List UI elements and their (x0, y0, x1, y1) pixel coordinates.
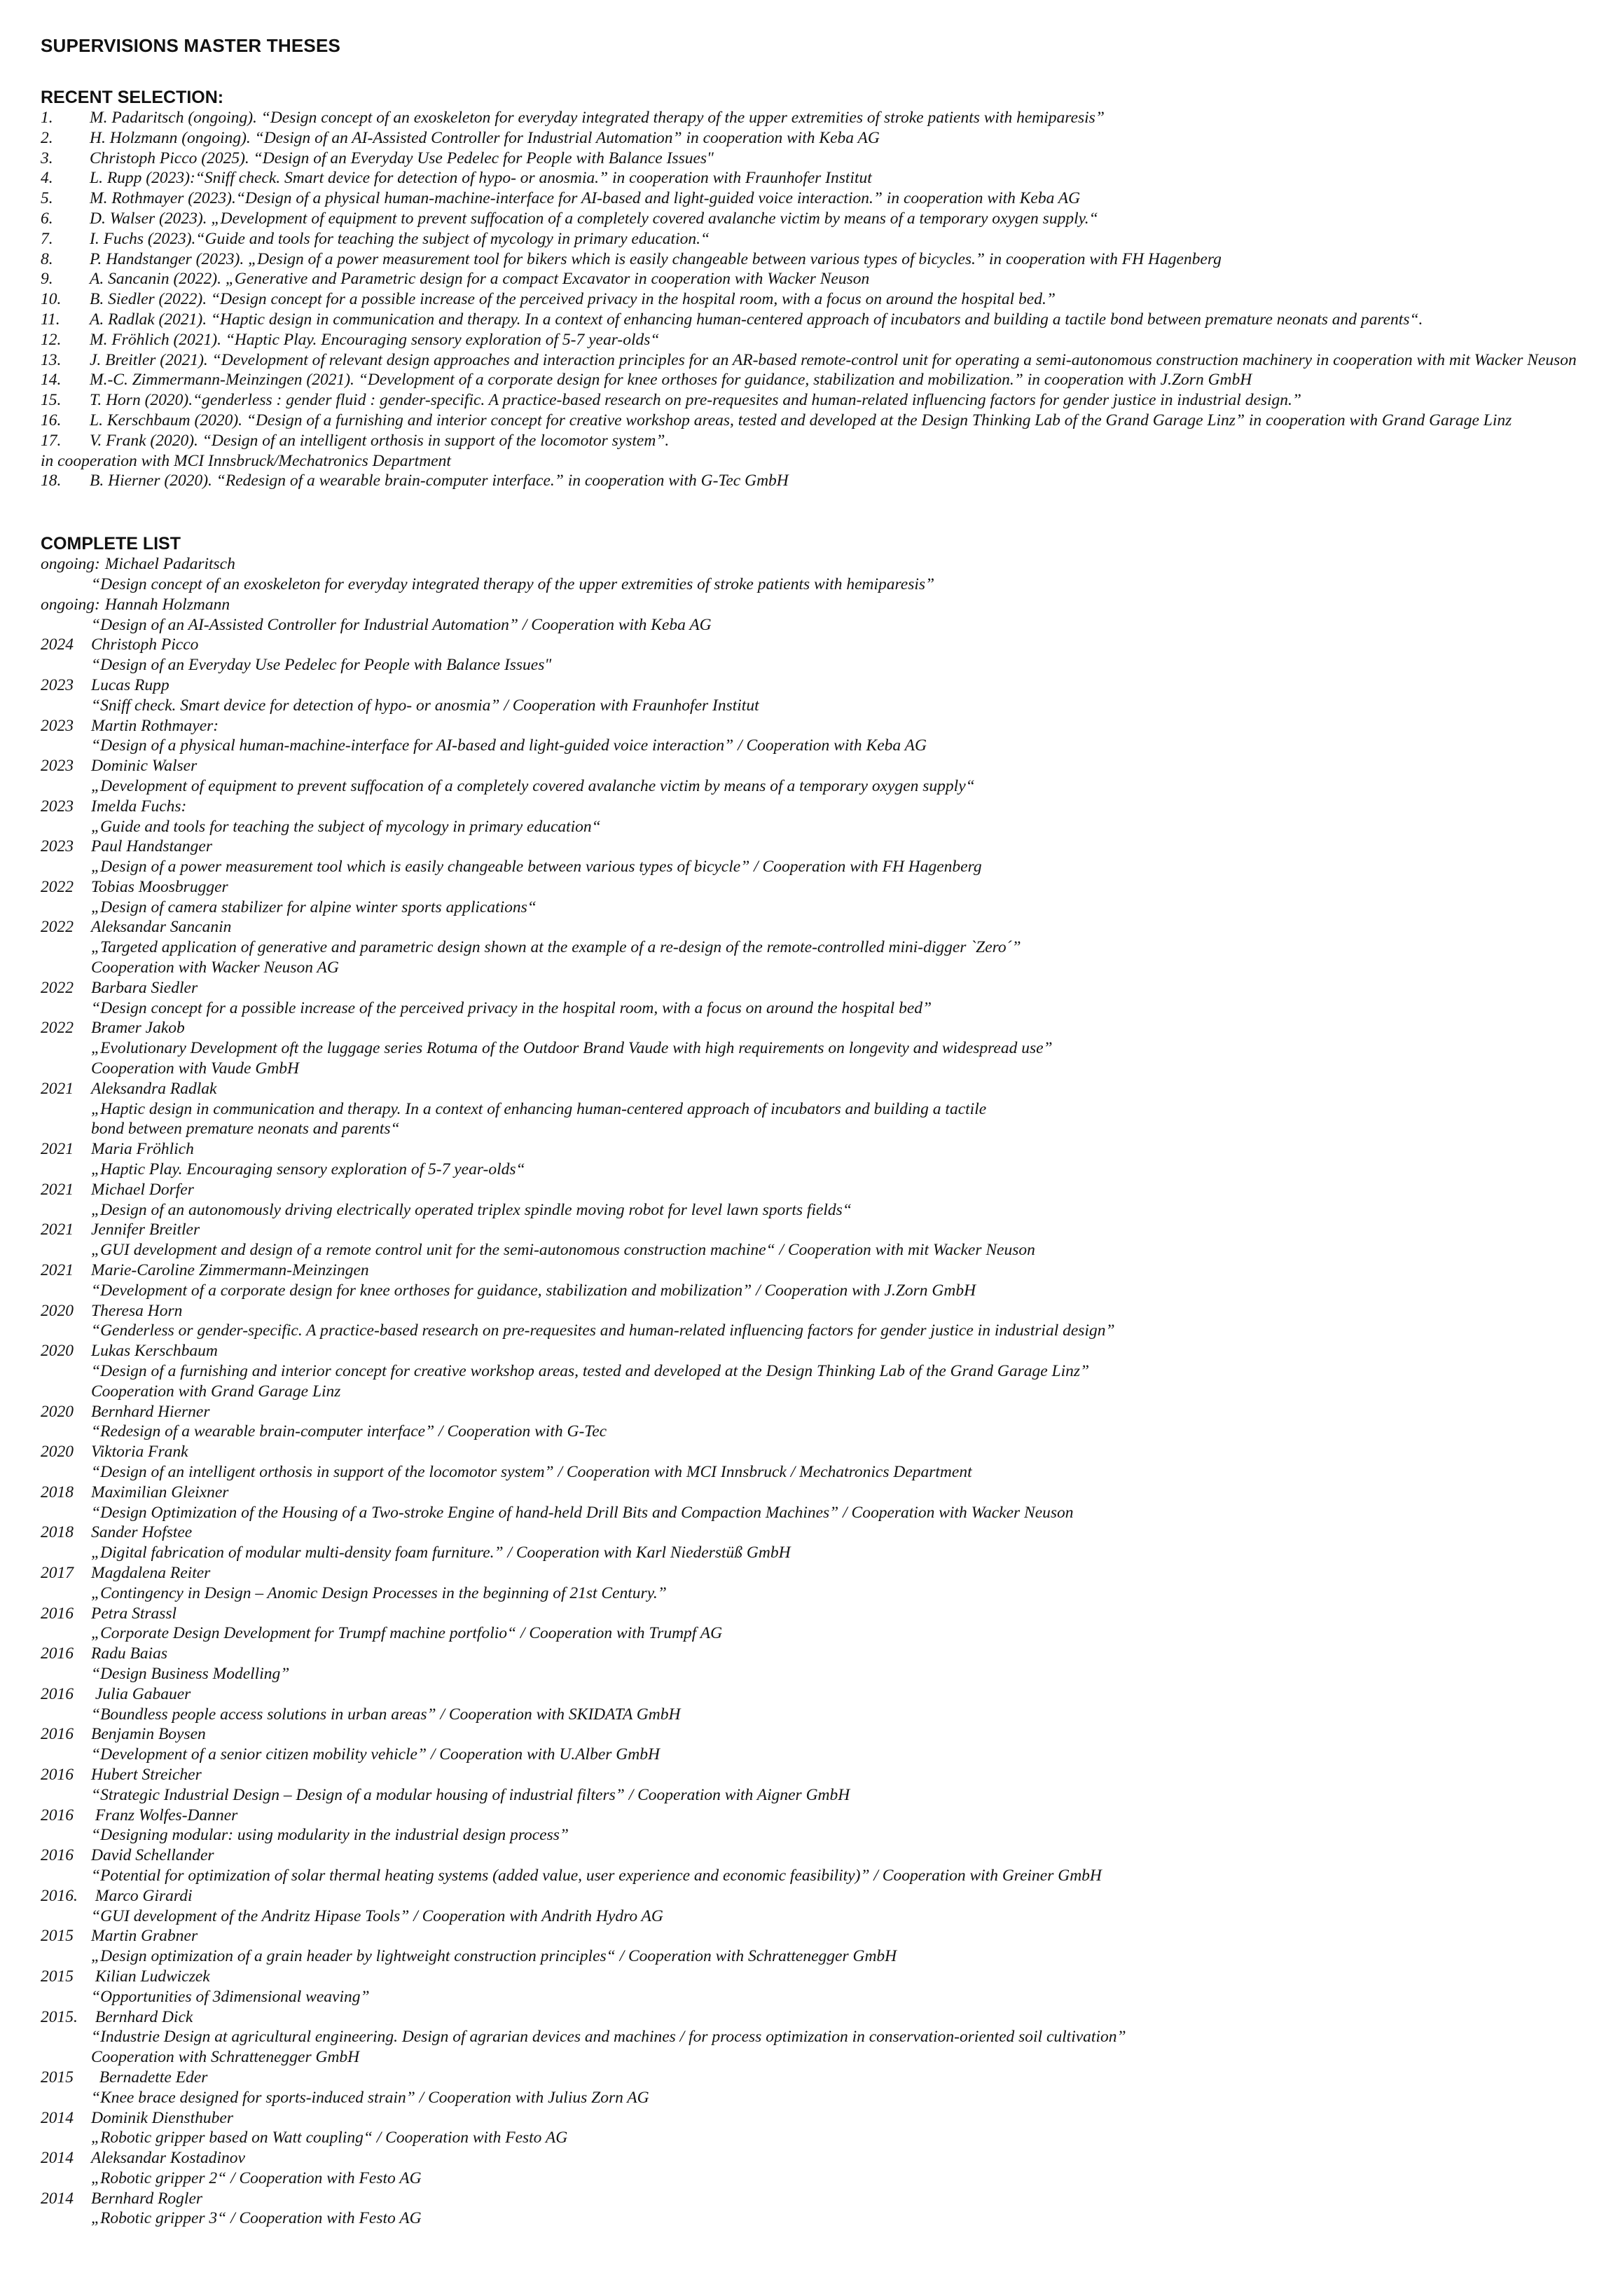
recent-item-text: V. Frank (2020). “Design of an intelligent orthosis in support of the locomotor system”. (90, 431, 670, 450)
entry-description: “Design of a physical human-machine-interface for AI-based and light-guided voice interaction” / Cooperation with Keba AG (91, 736, 927, 755)
page-title: SUPERVISIONS MASTER THESES (41, 35, 341, 56)
entry-year: 2016. (41, 1886, 78, 1905)
recent-item-number: 4. (41, 169, 53, 188)
entry-description: „Corporate Design Development for Trumpf machine portfolio“ / Cooperation with Trumpf AG (91, 1624, 723, 1643)
recent-item-text: I. Fuchs (2023).“Guide and tools for teaching the subject of mycology in primary education.“ (90, 229, 710, 248)
entry-header (41, 1886, 1603, 1906)
entry-year: 2022 (41, 918, 74, 937)
recent-item-text: P. Handstanger (2023). „Design of a power measurement tool for bikers which is easily changeable between various types of bicycles.” in cooperation with FH Hagenberg (90, 249, 1222, 268)
recent-item-text: M. Fröhlich (2021). “Haptic Play. Encouraging sensory exploration of 5-7 year-olds“ (90, 330, 660, 349)
recent-item-number: 15. (41, 391, 62, 410)
entry-name: Hubert Streicher (91, 1765, 202, 1784)
entry-description: „Evolutionary Development oft the luggage series Rotuma of the Outdoor Brand Vaude with high requirements on longevity and widespread use” (91, 1039, 1053, 1058)
recent-item (41, 471, 1603, 491)
page-content (41, 34, 1603, 2229)
entry-header (41, 1079, 1603, 1099)
entry-description: „Development of equipment to prevent suffocation of a completely covered avalanche victim by means of a temporary oxygen supply“ (91, 776, 975, 795)
entry-name: Radu Baias (91, 1644, 168, 1663)
entry-header (41, 797, 1603, 817)
entry-name: Michael Padaritsch (104, 555, 235, 574)
recent-item-number: 12. (41, 330, 62, 349)
entry-year: 2015 (41, 1967, 74, 1986)
entry-header (41, 1765, 1603, 1785)
recent-item (41, 249, 1603, 270)
recent-item (41, 350, 1603, 371)
entry-description: „Digital fabrication of modular multi-density foam furniture.” / Cooperation with Karl Niederstüß GmbH (91, 1544, 791, 1562)
recent-item (41, 269, 1603, 289)
entry-year: 2020 (41, 1402, 74, 1421)
entry-name: Aleksandar Kostadinov (91, 2149, 245, 2168)
entry-name: Maria Fröhlich (91, 1140, 194, 1159)
entry-description: „Design of a power measurement tool which is easily changeable between various types of bicycle” / Cooperation with FH Hagenberg (91, 858, 982, 877)
entry-description: bond between premature neonats and parents“ (91, 1120, 400, 1139)
recent-item (41, 289, 1603, 310)
entry-year: ongoing: (41, 595, 100, 614)
entry-year: 2017 (41, 1563, 74, 1582)
entry-year: 2020 (41, 1301, 74, 1320)
entry-year: 2016 (41, 1846, 74, 1865)
recent-item (41, 229, 1603, 249)
entry-header (41, 554, 1603, 575)
recent-item (41, 128, 1603, 149)
entry-header (41, 2007, 1603, 2028)
entry-name: Marco Girardi (91, 1886, 193, 1905)
entry-year: 2022 (41, 978, 74, 997)
entry-header (41, 1604, 1603, 1624)
entry-name: Magdalena Reiter (91, 1563, 211, 1582)
entry-description: “Potential for optimization of solar thermal heating systems (added value, user experience and economic feasibility)” / Cooperation with Greiner GmbH (91, 1866, 1102, 1885)
entry-header (41, 1644, 1603, 1664)
entry-name: Dominic Walser (91, 757, 198, 776)
entry-description: “Designing modular: using modularity in the industrial design process” (91, 1826, 569, 1845)
entry-year: 2016 (41, 1604, 74, 1623)
recent-item-number: 1. (41, 109, 53, 127)
entry-header (41, 675, 1603, 696)
entry-description: “Design concept of an exoskeleton for everyday integrated therapy of the upper extremities of stroke patients with hemiparesis” (91, 575, 935, 593)
entry-name: Aleksandra Radlak (91, 1079, 217, 1098)
recent-item-number: 7. (41, 229, 53, 248)
entry-description: “Opportunities of 3dimensional weaving” (91, 1987, 370, 2006)
entry-description: “Genderless or gender-specific. A practice-based research on pre-requesites and human-related influencing factors for gender justice in industrial design” (91, 1321, 1115, 1340)
entry-year: 2015 (41, 1927, 74, 1946)
entry-description: “Design of an intelligent orthosis in support of the locomotor system” / Cooperation with MCI Innsbruck / Mechatronics Department (91, 1463, 972, 1481)
recent-item (41, 390, 1603, 411)
entry-year: 2024 (41, 635, 74, 654)
entry-name: Bernhard Rogler (91, 2189, 203, 2208)
entry-description: “Redesign of a wearable brain-computer interface” / Cooperation with G-Tec (91, 1422, 607, 1441)
entry-description: „Robotic gripper based on Watt coupling“ / Cooperation with Festo AG (91, 2129, 568, 2147)
entry-description: „Design optimization of a grain header by lightweight construction principles“ / Cooperation with Schrattenegger GmbH (91, 1947, 897, 1966)
entry-name: Michael Dorfer (91, 1180, 194, 1199)
recent-item-text: B. Hierner (2020). “Redesign of a wearable brain-computer interface.” in cooperation with G-Tec GmbH (90, 472, 789, 490)
entry-description: „Haptic Play. Encouraging sensory exploration of 5-7 year-olds“ (91, 1160, 525, 1179)
entry-description: “Sniff check. Smart device for detection of hypo- or anosmia” / Cooperation with Fraunhofer Institut (91, 696, 759, 715)
entry-name: Benjamin Boysen (91, 1725, 206, 1744)
entry-year: 2021 (41, 1221, 74, 1239)
recent-item-number: 13. (41, 350, 62, 369)
entry-year: 2023 (41, 797, 74, 816)
entry-header (41, 1845, 1603, 1866)
entry-header (41, 1139, 1603, 1160)
entry-description: Cooperation with Schrattenegger GmbH (91, 2048, 360, 2067)
recent-item-number: 5. (41, 189, 53, 208)
entry-description: Cooperation with Wacker Neuson AG (91, 958, 339, 977)
entry-header (41, 917, 1603, 937)
entry-year: 2020 (41, 1342, 74, 1361)
entry-year: 2022 (41, 877, 74, 896)
recent-item-text: J. Breitler (2021). “Development of relevant design approaches and interaction principles for an AR-based remote-control unit for operating a semi-autonomous construction machinery in cooperation with mit Wacker Neuson (90, 350, 1577, 369)
entry-year: 2016 (41, 1765, 74, 1784)
entry-header (41, 1806, 1603, 1826)
entry-description: Cooperation with Vaude GmbH (91, 1059, 300, 1078)
recent-item-number: 6. (41, 209, 53, 228)
entry-header (41, 2108, 1603, 2129)
recent-item-text: A. Radlak (2021). “Haptic design in communication and therapy. In a context of enhancing human-centered approach of incubators and building a tactile bond between premature neonats and parents“. (90, 310, 1423, 329)
entry-name: Petra Strassl (91, 1604, 177, 1623)
recent-item (41, 149, 1603, 169)
entry-name: Martin Grabner (91, 1927, 198, 1946)
entry-year: 2018 (41, 1523, 74, 1542)
entry-year: 2023 (41, 757, 74, 776)
recent-item-text: A. Sancanin (2022). „Generative and Parametric design for a compact Excavator in cooperation with Wacker Neuson (90, 270, 870, 289)
entry-year: 2020 (41, 1443, 74, 1462)
entry-year: 2016 (41, 1684, 74, 1703)
entry-header (41, 2068, 1603, 2088)
section-spacer (41, 491, 1603, 533)
recent-item-text: Christoph Picco (2025). “Design of an Everyday Use Pedelec for People with Balance Issues" (90, 149, 714, 167)
recent-item (41, 209, 1603, 229)
recent-item-number: 8. (41, 249, 53, 268)
entry-description: “Design of an AI-Assisted Controller for Industrial Automation” / Cooperation with Keba AG (91, 615, 712, 634)
entry-description: “Development of a corporate design for knee orthoses for guidance, stabilization and mobilization” / Cooperation with J.Zorn GmbH (91, 1281, 976, 1300)
entry-name: Christoph Picco (91, 635, 199, 654)
complete-list-heading: COMPLETE LIST (41, 534, 181, 554)
entry-name: Barbara Siedler (91, 978, 198, 997)
entry-description: “Design of an Everyday Use Pedelec for People with Balance Issues" (91, 656, 552, 675)
entry-header (41, 1563, 1603, 1583)
entry-name: David Schellander (91, 1846, 214, 1865)
entry-description: „Robotic gripper 3“ / Cooperation with Festo AG (91, 2209, 422, 2228)
entry-description: „Design of an autonomously driving electrically operated triplex spindle moving robot for level lawn sports fields“ (91, 1200, 852, 1219)
entry-header (41, 1684, 1603, 1705)
entry-year: 2016 (41, 1725, 74, 1744)
recent-item-text: D. Walser (2023). „Development of equipment to prevent suffocation of a completely covered avalanche victim by means of a temporary oxygen supply.“ (90, 209, 1098, 228)
entry-year: 2021 (41, 1140, 74, 1159)
entry-header (41, 1180, 1603, 1200)
recent-item-text: H. Holzmann (ongoing). “Design of an AI-Assisted Controller for Industrial Automation” in cooperation with Keba AG (90, 128, 880, 147)
entry-description: “Design Optimization of the Housing of a Two-stroke Engine of hand-held Drill Bits and Compaction Machines” / Cooperation with Wacker Neuson (91, 1503, 1074, 1522)
entry-header (41, 1522, 1603, 1543)
entry-header (41, 716, 1603, 736)
entry-name: Hannah Holzmann (104, 595, 230, 614)
entry-description: “GUI development of the Andritz Hipase Tools” / Cooperation with Andrith Hydro AG (91, 1906, 663, 1925)
recent-item-text: L. Kerschbaum (2020). “Design of a furnishing and interior concept for creative workshop areas, tested and developed at the Design Thinking Lab of the Grand Garage Linz” in cooperation with Grand Garage Linz (90, 411, 1512, 429)
entry-name: Viktoria Frank (91, 1443, 188, 1462)
entry-description: „GUI development and design of a remote control unit for the semi-autonomous construction machine“ / Cooperation with mit Wacker Neuson (91, 1241, 1035, 1260)
recent-item (41, 188, 1603, 209)
entry-name: Bernadette Eder (91, 2068, 208, 2087)
recent-item-text: M. Padaritsch (ongoing). “Design concept of an exoskeleton for everyday integrated therapy of the upper extremities of stroke patients with hemiparesis” (90, 109, 1105, 127)
entry-name: Bernhard Dick (91, 2007, 193, 2026)
entry-year: 2015. (41, 2007, 78, 2026)
recent-item-continuation: in cooperation with MCI Innsbruck/Mechatronics Department (41, 451, 451, 470)
entry-description: “Strategic Industrial Design – Design of a modular housing of industrial filters” / Cooperation with Aigner GmbH (91, 1785, 850, 1804)
entry-header (41, 1260, 1603, 1281)
entry-name: Lukas Kerschbaum (91, 1342, 218, 1361)
entry-name: Maximilian Gleixner (91, 1483, 229, 1501)
complete-list (41, 554, 1603, 2229)
entry-description: „Targeted application of generative and parametric design shown at the example of a re-design of the remote-controlled mini-digger `Zero´” (91, 938, 1021, 957)
entry-name: Sander Hofstee (91, 1523, 193, 1542)
recent-item (41, 168, 1603, 188)
entry-name: Bramer Jakob (91, 1019, 185, 1038)
recent-item (41, 431, 1603, 451)
entry-header (41, 1301, 1603, 1321)
entry-name: Bernhard Hierner (91, 1402, 210, 1421)
entry-name: Lucas Rupp (91, 675, 170, 694)
entry-year: 2023 (41, 716, 74, 735)
entry-name: Julia Gabauer (91, 1684, 191, 1703)
entry-header (41, 1483, 1603, 1503)
recent-item-number: 2. (41, 128, 53, 147)
recent-item-number: 14. (41, 371, 62, 390)
recent-item-number: 17. (41, 431, 62, 450)
entry-year: 2014 (41, 2149, 74, 2168)
recent-item-text: L. Rupp (2023):“Sniff check. Smart device for detection of hypo- or anosmia.” in cooperation with Fraunhofer Institut (90, 169, 872, 188)
entry-header (41, 595, 1603, 615)
entry-year: 2023 (41, 837, 74, 856)
entry-name: Martin Rothmayer: (91, 716, 219, 735)
entry-name: Imelda Fuchs: (91, 797, 187, 816)
entry-year: 2016 (41, 1644, 74, 1663)
entry-year: 2022 (41, 1019, 74, 1038)
entry-header (41, 2189, 1603, 2209)
recent-item (41, 310, 1603, 330)
recent-item-text: T. Horn (2020).“genderless : gender fluid : gender-specific. A practice-based research on pre-requesites and human-related influencing factors for gender justice in industrial design.” (90, 391, 1302, 410)
recent-item-number: 10. (41, 290, 62, 309)
entry-description: „Haptic design in communication and therapy. In a context of enhancing human-centered approach of incubators and building a tactile (91, 1099, 987, 1118)
recent-item-number: 18. (41, 472, 62, 490)
entry-year: 2014 (41, 2189, 74, 2208)
entry-name: Theresa Horn (91, 1301, 183, 1320)
recent-item (41, 108, 1603, 128)
entry-description: “Boundless people access solutions in urban areas” / Cooperation with SKIDATA GmbH (91, 1705, 681, 1724)
recent-selection-heading: RECENT SELECTION: (41, 88, 224, 107)
entry-year: 2015 (41, 2068, 74, 2087)
entry-name: Dominik Diensthuber (91, 2108, 233, 2127)
recent-selection-list (41, 108, 1603, 491)
entry-header (41, 1442, 1603, 1462)
recent-item-text: B. Siedler (2022). “Design concept for a possible increase of the perceived privacy in the hospital room, with a focus on around the hospital bed.” (90, 290, 1056, 309)
entry-header (41, 978, 1603, 998)
entry-year: 2018 (41, 1483, 74, 1501)
entry-header (41, 1220, 1603, 1240)
recent-item-text: M. Rothmayer (2023).“Design of a physical human-machine-interface for AI-based and light-guided voice interaction.” in cooperation with Keba AG (90, 189, 1081, 208)
entry-name: Tobias Moosbrugger (91, 877, 228, 896)
entry-name: Franz Wolfes-Danner (91, 1806, 238, 1824)
entry-year: 2014 (41, 2108, 74, 2127)
entry-year: ongoing: (41, 555, 100, 574)
entry-header (41, 1018, 1603, 1038)
entry-year: 2021 (41, 1079, 74, 1098)
entry-description: „Design of camera stabilizer for alpine winter sports applications“ (91, 898, 537, 916)
entry-header (41, 877, 1603, 898)
recent-item-number: 3. (41, 149, 53, 167)
recent-item-number: 9. (41, 270, 53, 289)
recent-item (41, 330, 1603, 350)
entry-description: “Design concept for a possible increase of the perceived privacy in the hospital room, with a focus on around the hospital bed” (91, 998, 932, 1017)
entry-name: Paul Handstanger (91, 837, 212, 856)
recent-item-text: M.-C. Zimmermann-Meinzingen (2021). “Development of a corporate design for knee orthoses for guidance, stabilization and mobilization.” in cooperation with J.Zorn GmbH (90, 371, 1252, 390)
recent-item-number: 16. (41, 411, 62, 429)
entry-year: 2021 (41, 1180, 74, 1199)
entry-description: “Design of a furnishing and interior concept for creative workshop areas, tested and developed at the Design Thinking Lab of the Grand Garage Linz” (91, 1362, 1090, 1381)
entry-description: “Development of a senior citizen mobility vehicle” / Cooperation with U.Alber GmbH (91, 1745, 660, 1764)
entry-description: „Contingency in Design – Anomic Design Processes in the beginning of 21st Century.” (91, 1583, 667, 1602)
recent-item (41, 370, 1603, 390)
entry-name: Aleksandar Sancanin (91, 918, 232, 937)
entry-description: “Design Business Modelling” (91, 1664, 290, 1683)
entry-name: Kilian Ludwiczek (91, 1967, 210, 1986)
recent-item (41, 411, 1603, 431)
entry-header (41, 1967, 1603, 1987)
entry-header (41, 837, 1603, 857)
entry-header (41, 635, 1603, 655)
entry-year: 2021 (41, 1261, 74, 1280)
entry-name: Marie-Caroline Zimmermann-Meinzingen (91, 1261, 369, 1280)
entry-year: 2023 (41, 675, 74, 694)
entry-description: “Knee brace designed for sports-induced strain” / Cooperation with Julius Zorn AG (91, 2088, 649, 2107)
entry-header (41, 2148, 1603, 2168)
entry-header (41, 1402, 1603, 1422)
entry-header (41, 1341, 1603, 1361)
entry-description: Cooperation with Grand Garage Linz (91, 1382, 341, 1401)
entry-description: “Industrie Design at agricultural engineering. Design of agrarian devices and machines / for process optimization in conservation-oriented soil cultivation” (91, 2028, 1126, 2047)
recent-item-number: 11. (41, 310, 60, 329)
entry-name: Jennifer Breitler (91, 1221, 200, 1239)
entry-header (41, 756, 1603, 776)
entry-year: 2016 (41, 1806, 74, 1824)
entry-description: „Guide and tools for teaching the subject of mycology in primary education“ (91, 817, 601, 836)
entry-header (41, 1926, 1603, 1946)
entry-header (41, 1724, 1603, 1745)
entry-description: „Robotic gripper 2“ / Cooperation with Festo AG (91, 2168, 422, 2187)
